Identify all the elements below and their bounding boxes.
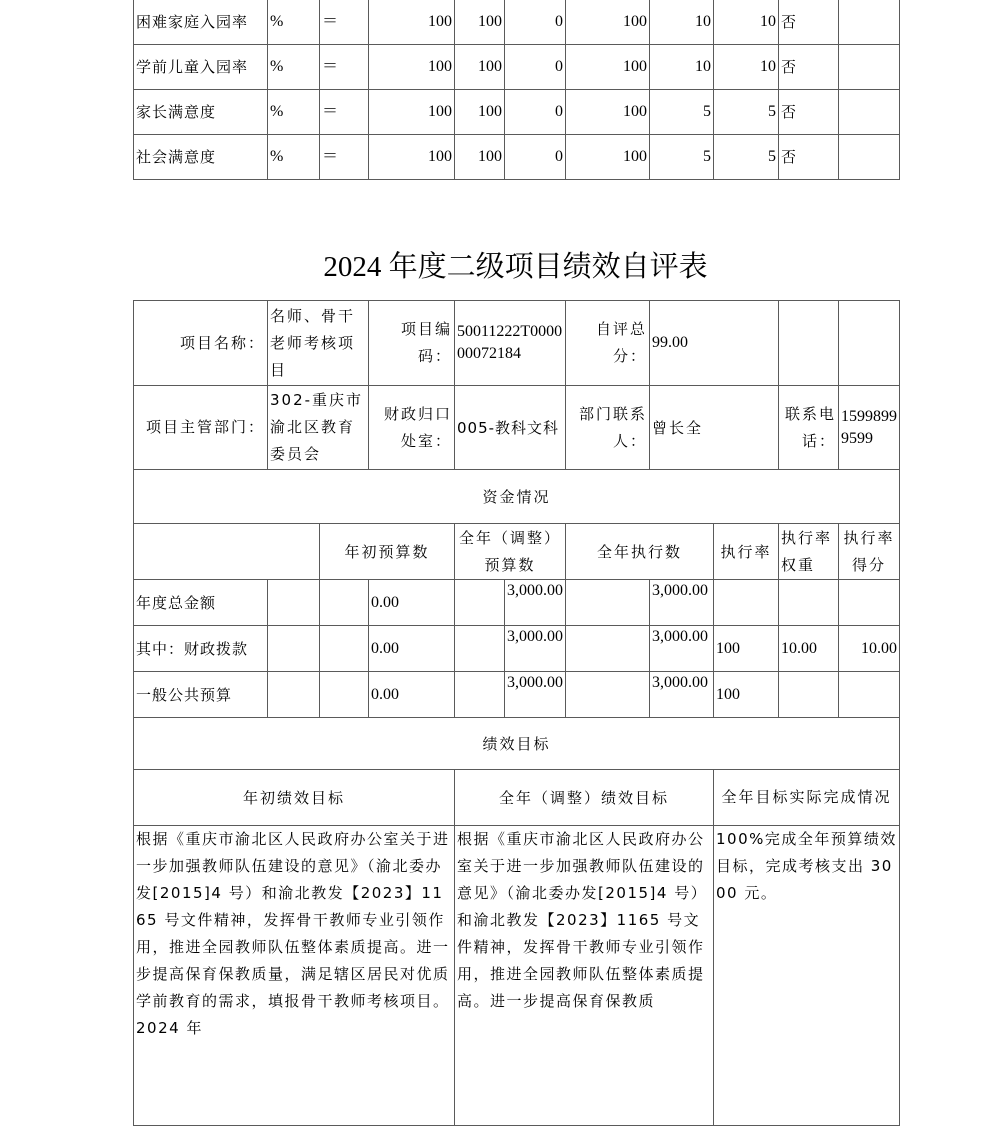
indicator-row	[134, 90, 900, 135]
empty-cell	[566, 672, 650, 718]
funds-adjusted-value: 3,000.00	[505, 672, 566, 718]
contact-label: 部门联系人：	[566, 386, 650, 470]
indicator-target: 100	[369, 0, 455, 45]
project-name-label: 项目名称：	[134, 301, 268, 386]
indicator-actual: 100	[455, 45, 505, 90]
funds-executed-value: 3,000.00	[650, 626, 714, 672]
indicator-note	[839, 90, 900, 135]
funds-executed-value: 3,000.00	[650, 580, 714, 626]
indicator-deviation: 0	[505, 0, 566, 45]
empty-cell	[268, 672, 320, 718]
header-adjusted-budget: 全年（调整）预算数	[455, 524, 566, 580]
funds-rate-value: 100	[714, 672, 779, 718]
goals-content-row	[134, 826, 900, 1126]
funds-rate-value: 100	[714, 626, 779, 672]
indicator-score: 5	[714, 135, 779, 180]
funds-initial-value: 0.00	[369, 580, 455, 626]
indicator-operator: ＝	[320, 135, 369, 180]
empty-cell	[566, 580, 650, 626]
funds-score-value	[839, 672, 900, 718]
funds-row-label: 其中：财政拨款	[134, 626, 268, 672]
goals-header-row	[134, 770, 900, 826]
indicator-name: 困难家庭入园率	[134, 0, 268, 45]
indicator-unit: %	[268, 45, 320, 90]
contact-value: 曾长全	[650, 386, 779, 470]
empty-cell	[455, 672, 505, 718]
phone-label: 联系电话：	[779, 386, 839, 470]
header-rate: 执行率	[714, 524, 779, 580]
indicator-deviation: 0	[505, 45, 566, 90]
indicator-flag: 否	[779, 45, 839, 90]
funds-row	[134, 672, 900, 718]
score-label: 自评总分：	[566, 301, 650, 386]
funds-adjusted-value: 3,000.00	[505, 580, 566, 626]
funds-score-value	[839, 580, 900, 626]
empty-cell	[134, 524, 320, 580]
actual-completion-text: 100%完成全年预算绩效目标，完成考核支出 3000 元。	[714, 826, 900, 1126]
empty-cell	[455, 580, 505, 626]
indicator-operator: ＝	[320, 90, 369, 135]
indicator-unit: %	[268, 0, 320, 45]
indicator-name: 学前儿童入园率	[134, 45, 268, 90]
indicator-completion: 100	[566, 45, 650, 90]
evaluation-table	[133, 300, 900, 1126]
empty-cell	[268, 580, 320, 626]
header-rate-weight: 执行率权重	[779, 524, 839, 580]
empty-cell	[839, 301, 900, 386]
funds-weight-value	[779, 580, 839, 626]
dept-label: 项目主管部门：	[134, 386, 268, 470]
funds-score-value: 10.00	[839, 626, 900, 672]
empty-cell	[320, 580, 369, 626]
indicator-flag: 否	[779, 0, 839, 45]
finance-value: 005-教科文科	[455, 386, 566, 470]
phone-value: 15998999599	[839, 386, 900, 470]
indicator-actual: 100	[455, 0, 505, 45]
empty-cell	[320, 672, 369, 718]
indicator-target: 100	[369, 135, 455, 180]
indicator-weight: 5	[650, 135, 714, 180]
indicator-completion: 100	[566, 135, 650, 180]
indicator-actual: 100	[455, 90, 505, 135]
indicator-row	[134, 0, 900, 45]
header-initial-goals: 年初绩效目标	[134, 770, 455, 826]
indicator-target: 100	[369, 90, 455, 135]
funds-row-label: 年度总金额	[134, 580, 268, 626]
header-rate-score: 执行率得分	[839, 524, 900, 580]
funds-row	[134, 626, 900, 672]
project-code-value: 50011222T000000072184	[455, 301, 566, 386]
empty-cell	[779, 301, 839, 386]
indicator-flag: 否	[779, 90, 839, 135]
indicator-row	[134, 45, 900, 90]
indicator-completion: 100	[566, 0, 650, 45]
indicator-note	[839, 0, 900, 45]
empty-cell	[320, 626, 369, 672]
dept-value: 302-重庆市渝北区教育委员会	[268, 386, 369, 470]
funds-header-row	[134, 524, 900, 580]
indicator-name: 社会满意度	[134, 135, 268, 180]
indicator-score: 10	[714, 0, 779, 45]
funds-initial-value: 0.00	[369, 626, 455, 672]
indicator-deviation: 0	[505, 135, 566, 180]
funds-initial-value: 0.00	[369, 672, 455, 718]
page-title: 2024 年度二级项目绩效自评表	[323, 251, 708, 283]
initial-goals-text: 根据《重庆市渝北区人民政府办公室关于进一步加强教师队伍建设的意见》（渝北委办发[2015]4 号）和渝北教发【2023】1165 号文件精神，发挥骨干教师专业引领作用，推进全园教师队伍整体素质提高。进一步提高保育保教质量，满足辖区居民对优质学前教育的需求，填报骨干教师考核项目。2024 年	[134, 826, 455, 1126]
funds-weight-value: 10.00	[779, 626, 839, 672]
indicator-score: 10	[714, 45, 779, 90]
indicator-note	[839, 135, 900, 180]
indicator-deviation: 0	[505, 90, 566, 135]
funds-executed-value: 3,000.00	[650, 672, 714, 718]
indicator-weight: 10	[650, 45, 714, 90]
header-actual-completion: 全年目标实际完成情况	[714, 770, 900, 826]
header-adjusted-goals: 全年（调整）绩效目标	[455, 770, 714, 826]
info-row-2	[134, 386, 900, 470]
indicator-operator: ＝	[320, 0, 369, 45]
indicator-note	[839, 45, 900, 90]
indicator-weight: 5	[650, 90, 714, 135]
project-name-value: 名师、骨干老师考核项目	[268, 301, 369, 386]
funds-rate-value	[714, 580, 779, 626]
funds-adjusted-value: 3,000.00	[505, 626, 566, 672]
indicator-completion: 100	[566, 90, 650, 135]
indicator-score: 5	[714, 90, 779, 135]
finance-label: 财政归口处室：	[369, 386, 455, 470]
indicator-flag: 否	[779, 135, 839, 180]
project-code-label: 项目编码：	[369, 301, 455, 386]
score-value: 99.00	[650, 301, 779, 386]
adjusted-goals-text: 根据《重庆市渝北区人民政府办公室关于进一步加强教师队伍建设的意见》（渝北委办发[2015]4 号）和渝北教发【2023】1165 号文件精神，发挥骨干教师专业引领作用，推进全园教师队伍整体素质提高。进一步提高保育保教质	[455, 826, 714, 1126]
indicator-unit: %	[268, 90, 320, 135]
goals-section-label: 绩效目标	[134, 718, 900, 770]
funds-weight-value	[779, 672, 839, 718]
empty-cell	[268, 626, 320, 672]
indicator-weight: 10	[650, 0, 714, 45]
header-initial-budget: 年初预算数	[320, 524, 455, 580]
indicator-row	[134, 135, 900, 180]
indicator-table	[133, 0, 900, 180]
indicator-operator: ＝	[320, 45, 369, 90]
empty-cell	[455, 626, 505, 672]
funds-row	[134, 580, 900, 626]
empty-cell	[566, 626, 650, 672]
funds-section-row	[134, 470, 900, 524]
goals-section-row	[134, 718, 900, 770]
indicator-unit: %	[268, 135, 320, 180]
indicator-name: 家长满意度	[134, 90, 268, 135]
info-row-1	[134, 301, 900, 386]
funds-row-label: 一般公共预算	[134, 672, 268, 718]
indicator-target: 100	[369, 45, 455, 90]
header-executed: 全年执行数	[566, 524, 714, 580]
funds-section-label: 资金情况	[134, 470, 900, 524]
indicator-actual: 100	[455, 135, 505, 180]
